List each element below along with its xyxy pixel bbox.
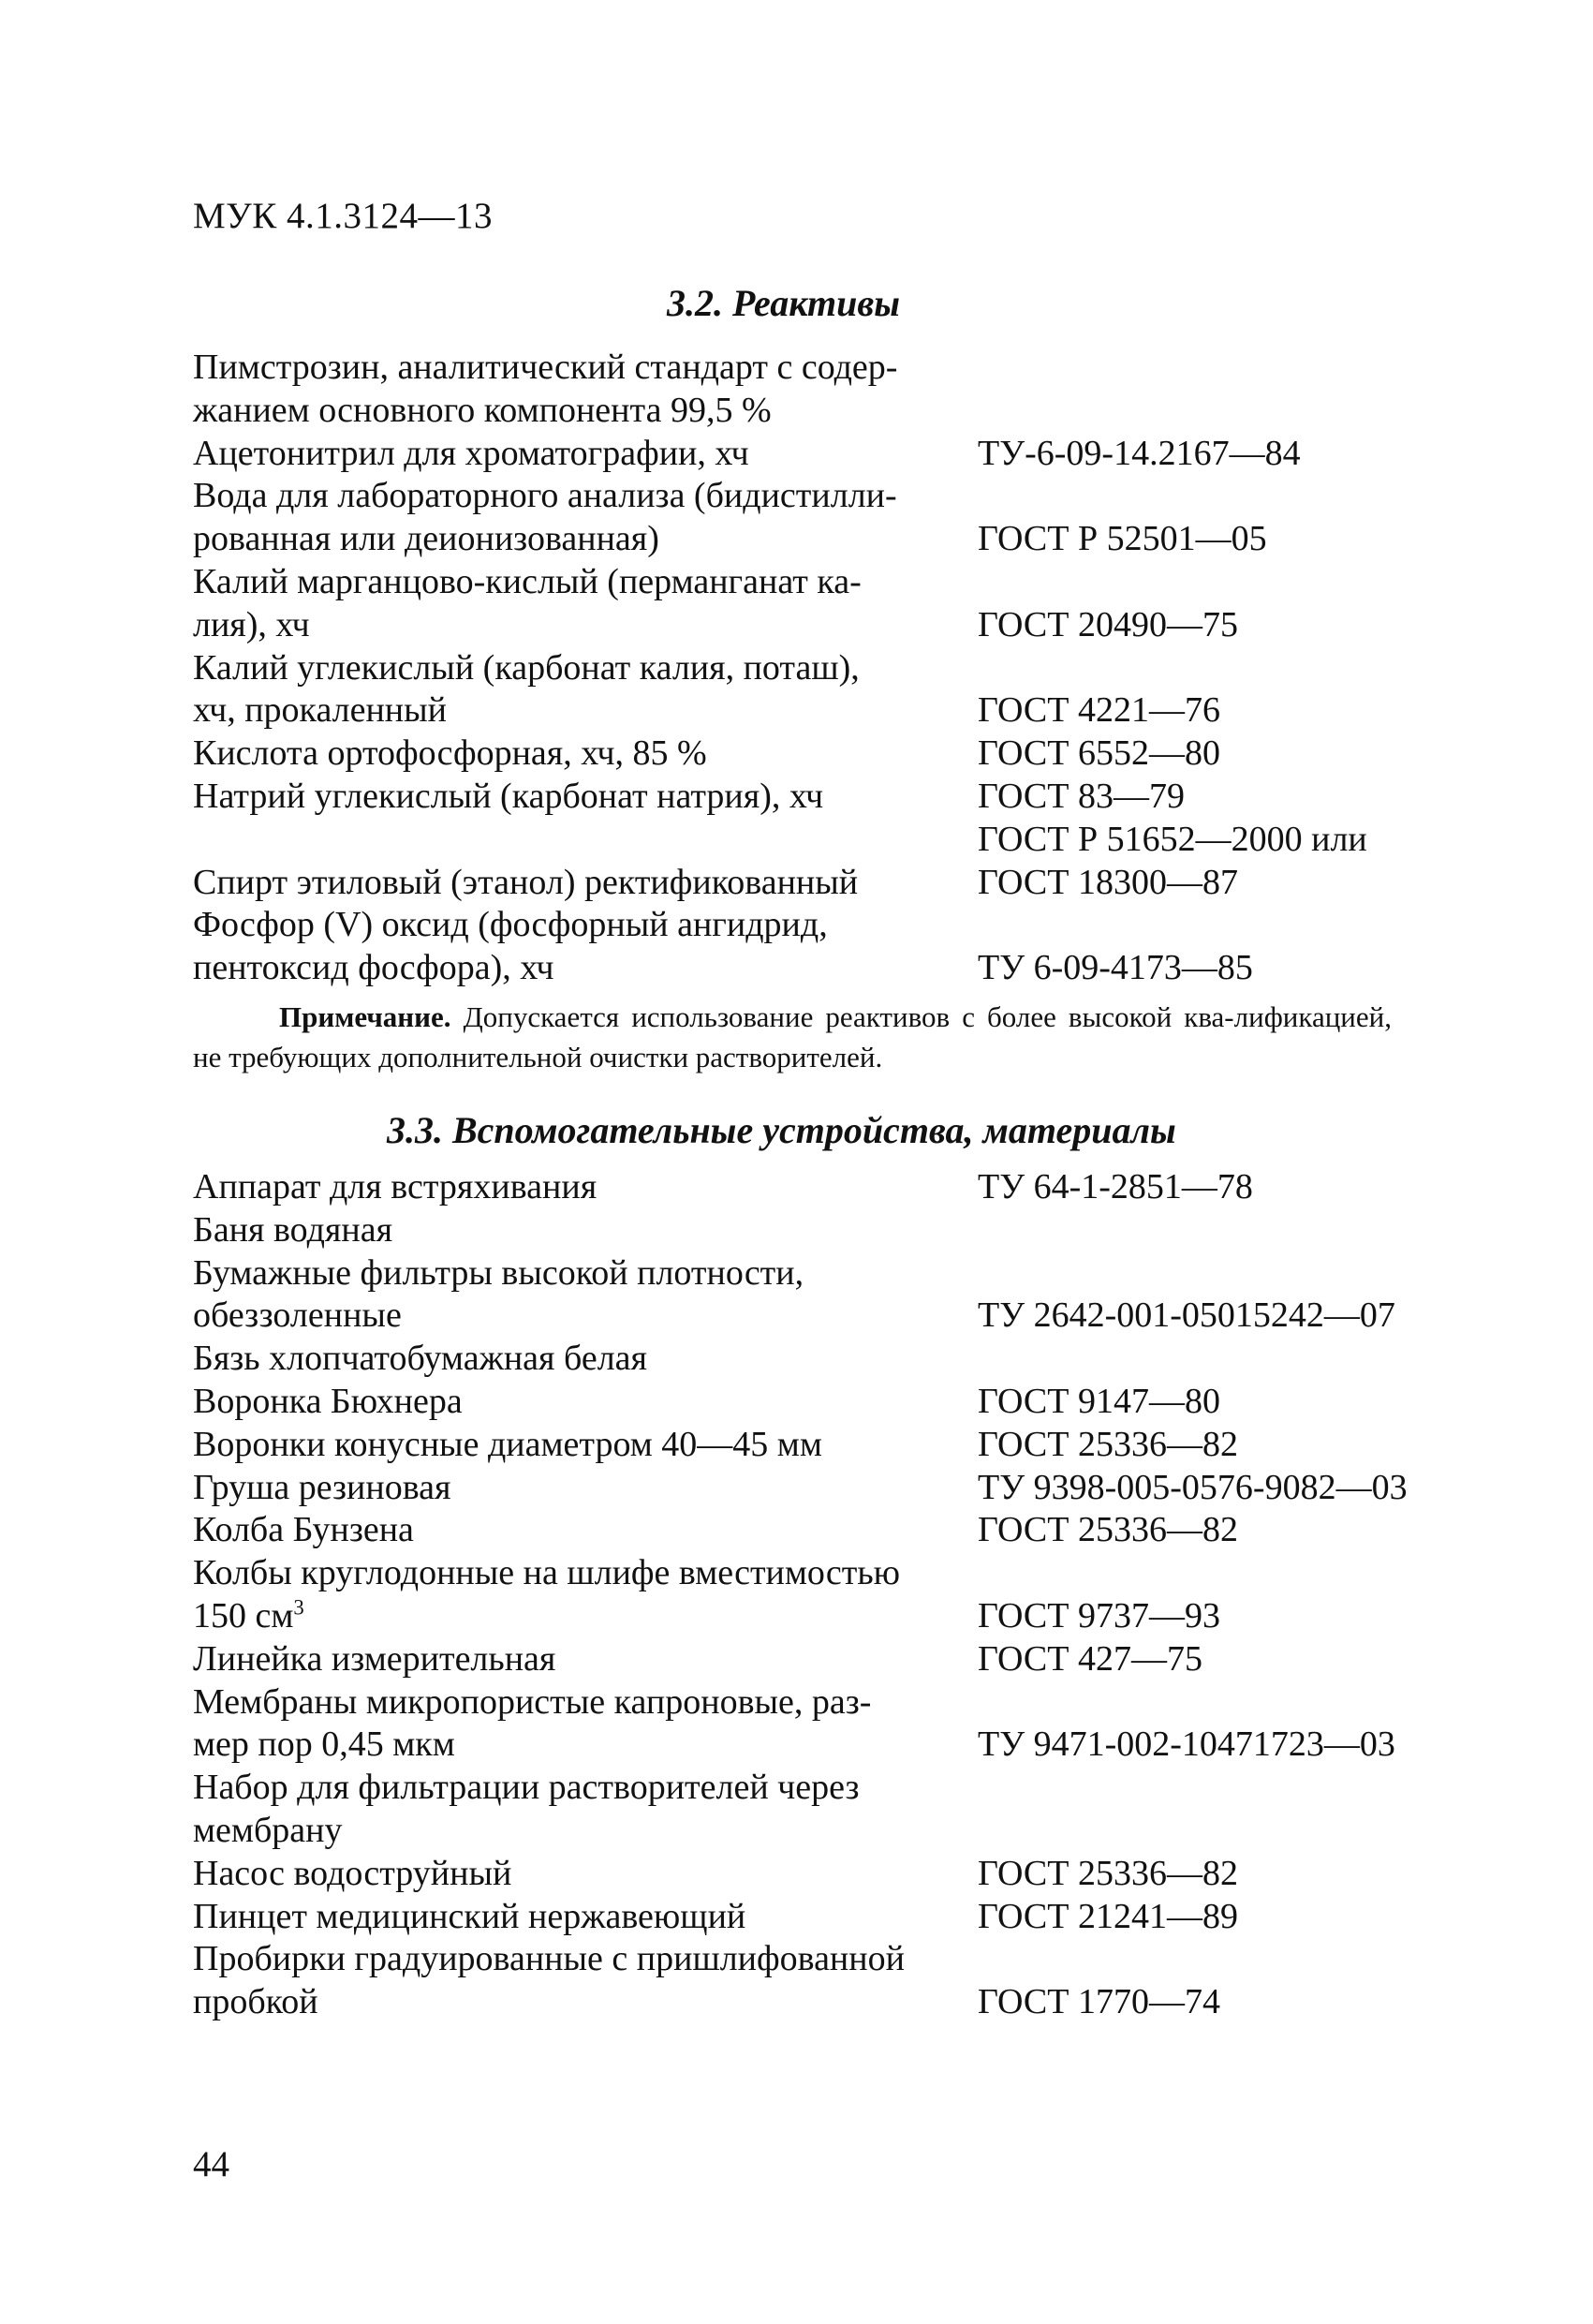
item-name: Воронка Бюхнера	[193, 1381, 463, 1421]
item-name: Калий марганцово-кислый (перманганат ка- лия), хч	[193, 561, 862, 644]
item-name: Пимстрозин, аналитический стандарт с содер- жанием основного компонента 99,5 %	[193, 348, 898, 430]
item-standard: ГОСТ 4221—76	[978, 690, 1220, 731]
list-item	[193, 733, 1457, 776]
item-standard: ГОСТ 25336—82	[978, 1424, 1238, 1464]
list-item	[193, 1166, 1457, 1209]
item-name: Кислота ортофосфорная, хч, 85 %	[193, 733, 707, 774]
item-name: Ацетонитрил для хроматографии, хч	[193, 433, 749, 473]
item-standard: ГОСТ 9737—93	[978, 1595, 1220, 1636]
list-item	[193, 1938, 1457, 2024]
list-item	[193, 347, 1457, 433]
list-item	[193, 1467, 1457, 1510]
item-name: Колбы круглодонные на шлифе вместимостью 150 $см^3$	[193, 1553, 901, 1636]
list-item	[193, 776, 1457, 819]
item-name: Пробирки градуированные с пришлифованной пробкой	[193, 1939, 905, 2022]
page-number: 44	[193, 2144, 229, 2184]
item-name: Бумажные фильтры высокой плотности, обеззоленные	[193, 1252, 804, 1336]
item-standard: ГОСТ 83—79	[978, 776, 1185, 816]
item-name: Аппарат для встряхивания	[193, 1167, 597, 1206]
list-item	[193, 1681, 1457, 1768]
list-item	[193, 1424, 1457, 1467]
list-item	[193, 1381, 1457, 1424]
item-standard: ГОСТ 427—75	[978, 1638, 1202, 1679]
auxiliary-list	[193, 1166, 1457, 2024]
item-name: Пинцет медицинский нержавеющий	[193, 1896, 746, 1936]
item-name: Груша резиновая	[193, 1467, 451, 1507]
section-title-auxiliary: 3.3. Вспомогательные устройства, материалы	[387, 1109, 1176, 1151]
list-item	[193, 1338, 1457, 1381]
list-item	[193, 1552, 1457, 1638]
list-item	[193, 1853, 1457, 1896]
item-name: Колба Бунзена	[193, 1510, 414, 1550]
item-standard: ТУ 6-09-4173—85	[978, 948, 1253, 988]
item-standard: ГОСТ 25336—82	[978, 1853, 1238, 1893]
item-standard: ТУ-6-09-14.2167—84	[978, 433, 1301, 473]
item-standard: ГОСТ 25336—82	[978, 1510, 1238, 1550]
item-name: Вода для лабораторного анализа (бидистилли- рованная или деионизованная)	[193, 476, 897, 559]
item-name: Калий углекислый (карбонат калия, поташ), хч, прокаленный	[193, 647, 860, 731]
list-item	[193, 819, 1457, 905]
item-name: Мембраны микропористые капроновые, раз- мер пор 0,45 мкм	[193, 1681, 872, 1765]
section-title-reagents: 3.2. Реактивы	[667, 282, 900, 324]
document-code: МУК 4.1.3124—13	[193, 196, 494, 236]
list-item	[193, 904, 1457, 990]
item-standard: ГОСТ 9147—80	[978, 1381, 1220, 1421]
list-item	[193, 1509, 1457, 1552]
item-name: Натрий углекислый (карбонат натрия), хч	[193, 776, 824, 816]
list-item	[193, 475, 1457, 561]
list-item	[193, 647, 1457, 733]
item-name: Баня водяная	[193, 1209, 393, 1250]
list-item	[193, 1252, 1457, 1339]
item-name: Спирт этиловый (этанол) ректификованный	[193, 862, 859, 902]
item-standard: ГОСТ 20490—75	[978, 604, 1238, 644]
reagents-list	[193, 347, 1457, 990]
list-item	[193, 1209, 1457, 1252]
list-item	[193, 433, 1457, 476]
list-item	[193, 1767, 1457, 1853]
item-standard: ТУ 9398-005-0576-9082—03	[978, 1467, 1408, 1507]
item-standard: ТУ 9471-002-10471723—03	[978, 1724, 1395, 1765]
item-standard: ГОСТ Р 52501—05	[978, 519, 1267, 559]
note-paragraph	[193, 997, 1392, 1077]
note-label: Примечание.	[279, 1000, 451, 1033]
item-standard: ТУ 2642-001-05015242—07	[978, 1295, 1395, 1336]
list-item	[193, 1638, 1457, 1681]
item-standard: ГОСТ Р 51652—2000 или ГОСТ 18300—87	[978, 819, 1367, 902]
item-name: Бязь хлопчатобумажная белая	[193, 1339, 648, 1379]
item-name: Линейка измерительная	[193, 1638, 556, 1679]
item-name-superscript: 3	[293, 1595, 304, 1620]
item-name: Насос водоструйный	[193, 1853, 512, 1893]
note-text: Допускается использование реактивов с более высокой ква-лификацией, не требующих дополнительной очистки растворителей.	[193, 1000, 1392, 1073]
item-standard: ТУ 64-1-2851—78	[978, 1167, 1253, 1206]
item-name: Набор для фильтрации растворителей через мембрану	[193, 1768, 860, 1850]
item-name: Воронки конусные диаметром 40—45 мм	[193, 1424, 822, 1464]
item-standard: ГОСТ 21241—89	[978, 1896, 1238, 1936]
item-standard: ГОСТ 1770—74	[978, 1982, 1220, 2022]
list-item	[193, 1896, 1457, 1939]
item-standard: ГОСТ 6552—80	[978, 733, 1220, 774]
item-name: Фосфор (V) оксид (фосфорный ангидрид, пентоксид фосфора), хч	[193, 905, 828, 988]
list-item	[193, 561, 1457, 647]
